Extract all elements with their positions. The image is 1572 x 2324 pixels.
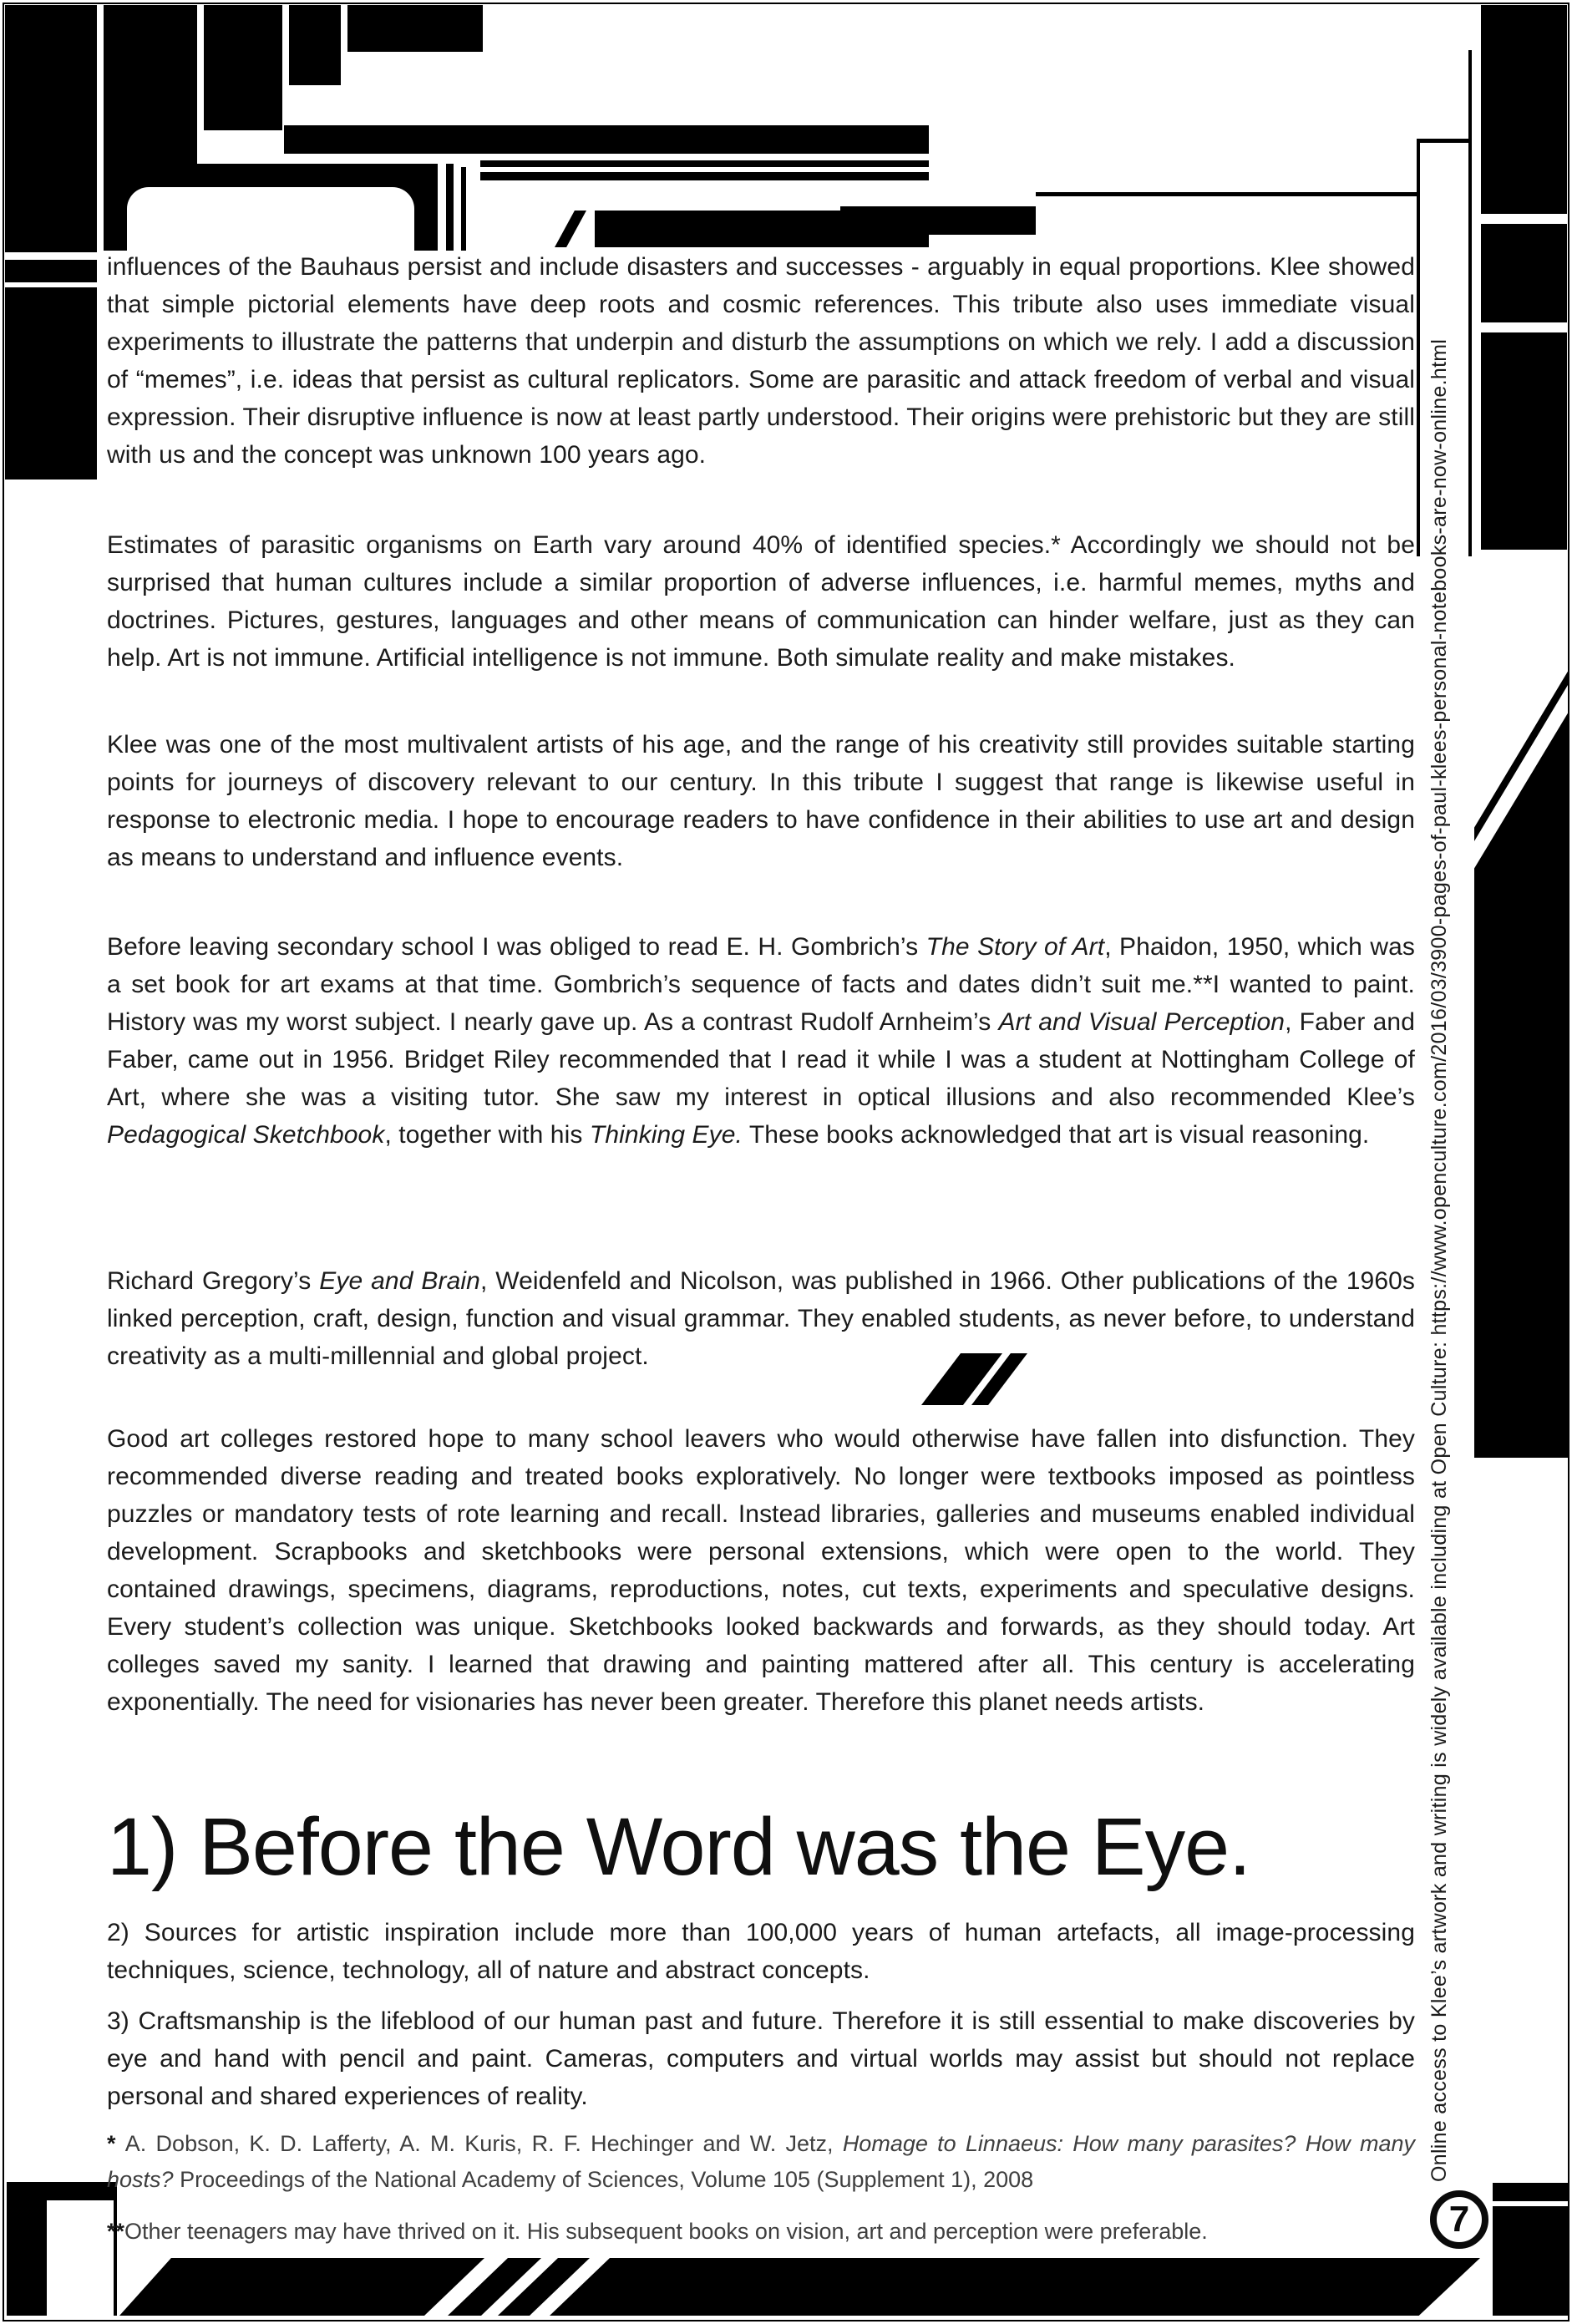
- sidebar-vertical-note: Online access to Klee’s artwork and writing is widely available including at Open Culture: https://www.openculture.com/2016/03/3900-pages-of-paul-klees-personal-notebooks-are-now-online.html: [1427, 338, 1451, 2182]
- deco-bottom-left-slot: [47, 2200, 114, 2316]
- text-run: , together with his: [384, 1121, 590, 1149]
- paragraph-secondary-school-books: [107, 928, 1415, 1154]
- text-run: Pedagogical Sketchbook: [107, 1121, 385, 1149]
- deco-step-column: [347, 5, 483, 52]
- text-run: Richard Gregory’s: [107, 1267, 320, 1295]
- deco-band-notch: [5, 252, 97, 260]
- text-run: The Story of Art: [925, 933, 1105, 961]
- deco-thin-rule: [480, 172, 929, 180]
- text-run: , Weidenfeld and Nicolson, was published in 1966. Other publications of the 1960s linked perception, craft, design, function and visual grammar. They enabled students, as never before, to understand creativity as a multi-millennial and global project.: [107, 1267, 1415, 1370]
- deco-sidebar-cap-rule: [1417, 139, 1472, 143]
- deco-top-right-block: [1481, 332, 1567, 550]
- text-run: Before leaving secondary school I was obliged to read E. H. Gombrich’s: [107, 933, 926, 961]
- text-run: , Faber and Faber, came out in 1956. Bridget Riley recommended that I read it while I was a student at Nottingham College of Art, where she was a visiting tutor. She saw my interest in optical illusions and also recommended Klee’s: [107, 1008, 1415, 1111]
- text-run: 3) Craftsmanship is the lifeblood of our human past and future. Therefore it is still essential to make discoveries by eye and hand with pencil and paint. Cameras, computers and virtual worlds may assist but should not replace personal and shared experiences of reality.: [107, 2007, 1415, 2110]
- deco-connector-rule: [1036, 192, 1418, 196]
- deco-top-right-block: [1481, 5, 1567, 214]
- deco-step-column: [204, 5, 282, 130]
- deco-horizontal-bar: [284, 125, 929, 154]
- paragraph-klee-multivalent: [107, 726, 1415, 876]
- deco-bottom-right-block: [1493, 2206, 1569, 2316]
- deco-sidebar-right-rule: [1468, 50, 1472, 556]
- deco-double-line: [446, 164, 454, 251]
- footnote-teenagers-note: [107, 2214, 1415, 2250]
- deco-step-column: [289, 5, 341, 85]
- deco-top-right-block: [1481, 224, 1567, 322]
- text-run: Eye and Brain: [319, 1267, 480, 1295]
- text-run: influences of the Bauhaus persist and include disasters and successes - arguably in equal proportions. Klee showed that simple pictorial elements have deep roots and cosmic references. This tribute also uses immediate visual experiments to illustrate the patterns that underpin and disturb the assumptions on which we rely. I add a discussion of “memes”, i.e. ideas that persist as cultural replicators. Some are parasitic and attack freedom of verbal and visual expression. Their disruptive influence is now at least partly understood. Their origins were prehistoric but they are still with us and the concept was unknown 100 years ago.: [107, 253, 1415, 469]
- page-number-badge: [1430, 2190, 1488, 2249]
- text-run: **: [107, 2219, 125, 2244]
- footnote-parasites-reference: [107, 2126, 1415, 2198]
- deco-bottom-band: [119, 2258, 1480, 2316]
- deco-double-line: [461, 167, 466, 251]
- text-run: *: [107, 2131, 125, 2156]
- text-run: These books acknowledged that art is visual reasoning.: [742, 1121, 1370, 1149]
- text-run: 2) Sources for artistic inspiration include more than 100,000 years of human artefacts, all image-processing techniques, science, technology, all of nature and abstract concepts.: [107, 1919, 1415, 1984]
- deco-top-left-band: [5, 5, 97, 480]
- paragraph-gregory-eye-and-brain: [107, 1262, 1415, 1375]
- deco-right-diagonal-column: [1474, 712, 1569, 1458]
- text-run: , Phaidon, 1950, which was a set book for art exams at that time. Gombrich’s sequence of facts and dates didn’t suit me.**I wanted to paint. History was my worst subject. I nearly gave up. As a contrast Rudolf Arnheim’s: [107, 933, 1415, 1036]
- deco-thin-rule: [480, 160, 929, 167]
- deco-slash-tip: [555, 211, 586, 247]
- text-run: Other teenagers may have thrived on it. His subsequent books on vision, art and perception were preferable.: [124, 2219, 1208, 2244]
- deco-horizontal-bar: [840, 206, 1036, 235]
- deco-bottom-right-bar: [1493, 2183, 1569, 2201]
- text-run: A. Dobson, K. D. Lafferty, A. M. Kuris, R. F. Hechinger and W. Jetz,: [124, 2131, 843, 2156]
- text-run: Homage to Linnaeus: How many parasites? How many hosts?: [107, 2131, 1415, 2192]
- text-run: Thinking Eye.: [589, 1121, 743, 1149]
- text-run: Art and Visual Perception: [998, 1008, 1285, 1036]
- text-run: Good art colleges restored hope to many school leavers who would otherwise have fallen into disfunction. They recommended diverse reading and treated books exploratively. No longer were textbooks imposed as pointless puzzles or mandatory tests of rote learning and recall. Instead libraries, galleries and museums enabled individual development. Scrapbooks and sketchbooks were personal extensions, which were open to the world. They contained drawings, specimens, diagrams, reproductions, notes, cut texts, experiments and speculative designs. Every student’s collection was unique. Sketchbooks looked backwards and forwards, as they should today. Art colleges saved my sanity. I learned that drawing and painting mattered after all. This century is accelerating exponentially. The need for visionaries has never been greater. Therefore this planet needs artists.: [107, 1425, 1415, 1716]
- paragraph-good-art-colleges: [107, 1420, 1415, 1721]
- text-run: Proceedings of the National Academy of Sciences, Volume 105 (Supplement 1), 2008: [173, 2167, 1034, 2192]
- paragraph-bauhaus-influences: [107, 248, 1415, 474]
- paragraph-parasitic-estimates: [107, 526, 1415, 677]
- text-run: Estimates of parasitic organisms on Earth vary around 40% of identified species.* Accordingly we should not be surprised that human cultures include a similar proportion of adverse influences, i.e. harmful memes, myths and doctrines. Pictures, gestures, languages and other means of communication can hinder welfare, just as they can help. Art is not immune. Artificial intelligence is not immune. Both simulate reality and make mistakes.: [107, 531, 1415, 672]
- text-run: Klee was one of the most multivalent artists of his age, and the range of his creativity still provides suitable starting points for journeys of discovery relevant to our century. In this tribute I suggest that range is likewise useful in response to electronic media. I hope to encourage readers to have confidence in their abilities to use art and design as means to understand and influence events.: [107, 731, 1415, 871]
- deco-band-notch: [5, 282, 97, 287]
- page-number: 7: [1448, 2199, 1470, 2240]
- paragraph-point-3-craftsmanship: [107, 2002, 1415, 2115]
- paragraph-point-2-sources: [107, 1914, 1415, 1989]
- section-heading: 1) Before the Word was the Eye.: [107, 1801, 1251, 1892]
- deco-rounded-notch: [127, 187, 414, 251]
